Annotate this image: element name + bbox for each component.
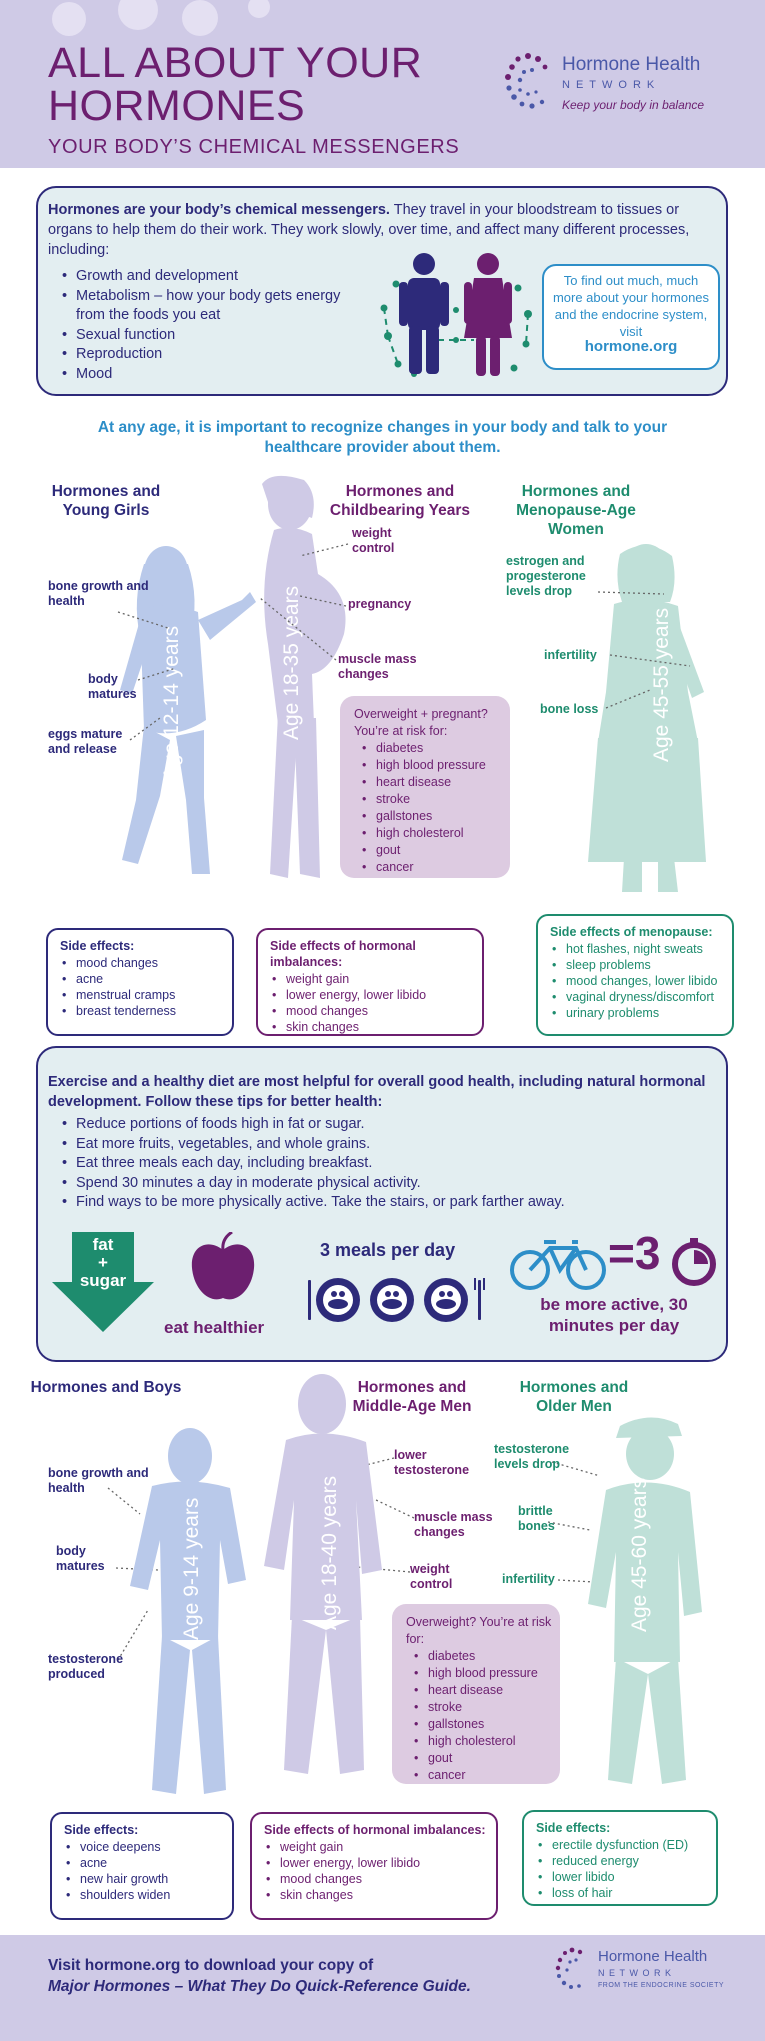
side-effects-title: Side effects:	[536, 1821, 611, 1835]
side-effects-title: Side effects of hormonal imbalances:	[270, 939, 416, 969]
list-item: • Reduce portions of foods high in fat or sugar.	[60, 1115, 720, 1135]
pregnancy-label: pregnancy	[348, 597, 412, 611]
list-item: • skin changes	[264, 1887, 486, 1903]
boys-age-label: Age 9-14 years	[180, 1497, 203, 1640]
list-item: • high cholesterol	[412, 1733, 562, 1750]
footer-logo-dots-icon	[552, 1944, 594, 1992]
list-item: • Eat more fruits, vegetables, and whole grains.	[60, 1135, 720, 1155]
apple-icon	[190, 1232, 256, 1304]
tips-list	[60, 1115, 720, 1213]
girls-age-label: Age 12-14 years	[160, 625, 183, 780]
side-effects-list	[550, 941, 717, 1021]
overweight-risk-box	[392, 1604, 560, 1784]
side-effects-title: Side effects of menopause:	[550, 925, 713, 939]
list-item: • sleep problems	[550, 957, 717, 973]
list-item: • cancer	[412, 1767, 562, 1784]
eat-healthier-label: eat healthier	[164, 1318, 265, 1337]
menopause-side-effects-box	[536, 914, 734, 1036]
three-meals-label: 3 meals per day	[320, 1240, 456, 1260]
list-item: • reduced energy	[536, 1853, 688, 1869]
boys-bone-growth-label: bone growth and health	[48, 1466, 149, 1495]
list-item: • new hair growth	[64, 1871, 170, 1887]
list-item: • weight gain	[264, 1839, 486, 1855]
side-effects-list	[64, 1839, 170, 1903]
older-men-title: Hormones and Older Men	[519, 1379, 629, 1415]
girls-bone-growth-label: bone growth and health	[48, 579, 149, 608]
list-item: • high cholesterol	[360, 825, 510, 842]
logo-tagline: Keep your body in balance	[562, 98, 705, 112]
list-item: • stroke	[412, 1699, 562, 1716]
list-item: • high blood pressure	[412, 1665, 562, 1682]
list-item: • heart disease	[412, 1682, 562, 1699]
footer-line-1: Visit hormone.org to download your copy of	[48, 1957, 374, 1974]
side-effects-title: Side effects:	[64, 1823, 139, 1837]
infertility-label: infertility	[544, 648, 597, 662]
risk-title: Overweight + pregnant? You’re at risk for:	[354, 707, 488, 738]
list-item: • stroke	[360, 791, 510, 808]
childbearing-title: Hormones and Childbearing Years	[329, 483, 471, 519]
side-effects-title: Side effects:	[60, 939, 135, 953]
girls-body-matures-label: body matures	[88, 672, 137, 701]
list-item: • diabetes	[360, 740, 510, 757]
list-item: • mood changes	[264, 1871, 486, 1887]
middle-age-side-effects-box	[250, 1812, 498, 1920]
boys-side-effects-box	[50, 1812, 234, 1920]
side-effects-list	[264, 1839, 486, 1903]
list-item: • mood changes, lower libido	[550, 973, 717, 989]
menopause-age-label: Age 45-55 years	[650, 607, 673, 762]
list-item: • acne	[64, 1855, 170, 1871]
side-effects-title: Side effects of hormonal imbalances:	[264, 1823, 486, 1837]
stopwatch-icon	[672, 1236, 716, 1286]
fat-sugar-label	[70, 1236, 136, 1290]
boys-title: Hormones and Boys	[30, 1379, 182, 1396]
list-item: • gallstones	[360, 808, 510, 825]
list-item: • heart disease	[360, 774, 510, 791]
boys-body-matures-label: body matures	[56, 1544, 105, 1573]
girls-side-effects-box	[46, 928, 234, 1036]
childbearing-age-label: Age 18-35 years	[280, 585, 303, 740]
visit-text: To find out much, much more about your hormones and the endocrine system, visit	[552, 273, 710, 339]
list-item: • mood changes	[60, 955, 176, 971]
logo-network: NETWORK	[562, 79, 661, 91]
list-item: • Find ways to be more physically active. Take the stairs, or park farther away.	[60, 1193, 720, 1213]
middle-age-men-title: Hormones and Middle-Age Men	[352, 1379, 472, 1415]
tips-intro: Exercise and a healthy diet are most helpful for overall good health, including natural hormonal development. Follow these tips for better health:	[48, 1074, 706, 1110]
list-item: • weight gain	[270, 971, 482, 987]
young-girls-title: Hormones and Young Girls	[51, 483, 161, 519]
menopause-title: Hormones and Menopause-Age Women	[516, 483, 636, 538]
equals-thirty-label: =3	[608, 1227, 661, 1279]
list-item: • Growth and development	[60, 267, 360, 287]
list-item: • lower libido	[536, 1869, 688, 1885]
be-more-active-label: be more active, 30 minutes per day	[540, 1295, 688, 1335]
reference-guide-link[interactable]: Major Hormones – What They Do Quick-Reference Guide.	[48, 1978, 471, 1995]
list-item: • diabetes	[412, 1648, 562, 1665]
list-item: • Spend 30 minutes a day in moderate physical activity.	[60, 1174, 720, 1194]
list-item: • Mood	[60, 365, 360, 385]
sugar-text: sugar	[79, 1271, 127, 1290]
list-item: • loss of hair	[536, 1885, 688, 1901]
page-title: ALL ABOUT YOUR HORMONES	[48, 39, 423, 130]
list-item: • mood changes	[270, 1003, 482, 1019]
list-item: • Eat three meals each day, including breakfast.	[60, 1154, 720, 1174]
list-item: • lower energy, lower libido	[264, 1855, 486, 1871]
list-item: • erectile dysfunction (ED)	[536, 1837, 688, 1853]
list-item: • Reproduction	[60, 345, 360, 365]
list-item: • gallstones	[412, 1716, 562, 1733]
plates-icon	[308, 1272, 490, 1324]
list-item: • gout	[412, 1750, 562, 1767]
estrogen-drop-label: estrogen and progesterone levels drop	[506, 554, 586, 598]
list-item: • skin changes	[270, 1019, 482, 1035]
footer-logo-name: Hormone Health	[598, 1948, 708, 1965]
side-effects-list	[270, 971, 482, 1035]
hormone-org-link[interactable]: hormone.org	[584, 338, 678, 355]
testosterone-drop-label: testosterone levels drop	[494, 1442, 570, 1471]
men-muscle-mass-label: muscle mass changes	[414, 1510, 493, 1539]
page-subtitle: YOUR BODY’S CHEMICAL MESSENGERS	[48, 136, 460, 158]
footer-text	[48, 1955, 471, 1997]
childbearing-side-effects-box	[256, 928, 484, 1036]
plus-text: +	[98, 1253, 108, 1272]
side-effects-list	[536, 1837, 688, 1901]
footer-logo-sub: FROM THE ENDOCRINE SOCIETY	[598, 1982, 725, 1989]
list-item: • cancer	[360, 859, 510, 876]
logo-name: Hormone Health	[562, 54, 701, 75]
older-men-side-effects-box	[522, 1810, 718, 1906]
intro-text: Hormones are your body’s chemical messengers. They travel in your bloodstream to tissues or organs to help them do their work. They work slowly, over time, and affect many different processes, including:	[48, 202, 690, 258]
list-item: • urinary problems	[550, 1005, 717, 1021]
list-item: • gout	[360, 842, 510, 859]
list-item: • hot flashes, night sweats	[550, 941, 717, 957]
list-item: • Metabolism – how your body gets energy from the foods you eat	[60, 287, 360, 326]
lower-testosterone-label: lower testosterone	[394, 1448, 470, 1477]
list-item: • acne	[60, 971, 176, 987]
list-item: • shoulders widen	[64, 1887, 170, 1903]
any-age-message: At any age, it is important to recognize changes in your body and talk to your healthcare provider about them.	[97, 419, 668, 456]
muscle-mass-label: muscle mass changes	[338, 652, 417, 681]
list-item: • high blood pressure	[360, 757, 510, 774]
weight-control-label: weight control	[352, 526, 395, 555]
side-effects-list	[60, 955, 176, 1019]
men-weight-control-label: weight control	[410, 1562, 453, 1591]
footer-logo-network: NETWORK	[598, 1968, 676, 1978]
older-men-age-label: Age 45-60 years	[628, 1477, 651, 1632]
bone-loss-label: bone loss	[540, 702, 599, 716]
testosterone-produced-label: testosterone produced	[48, 1652, 124, 1681]
list-item: • menstrual cramps	[60, 987, 176, 1003]
list-item: • voice deepens	[64, 1839, 170, 1855]
risk-title: Overweight? You’re at risk for:	[406, 1615, 552, 1646]
middle-age-label: Age 18-40 years	[318, 1475, 341, 1630]
risk-list	[412, 1648, 562, 1784]
fat-text: fat	[92, 1235, 114, 1254]
men-infertility-label: infertility	[502, 1572, 555, 1586]
list-item: • lower energy, lower libido	[270, 987, 482, 1003]
bicycle-icon	[510, 1236, 608, 1292]
brittle-bones-label: brittle bones	[518, 1504, 555, 1533]
list-item: • Sexual function	[60, 326, 360, 346]
list-item: • vaginal dryness/discomfort	[550, 989, 717, 1005]
list-item: • breast tenderness	[60, 1003, 176, 1019]
girls-eggs-label: eggs mature and release	[48, 727, 123, 756]
